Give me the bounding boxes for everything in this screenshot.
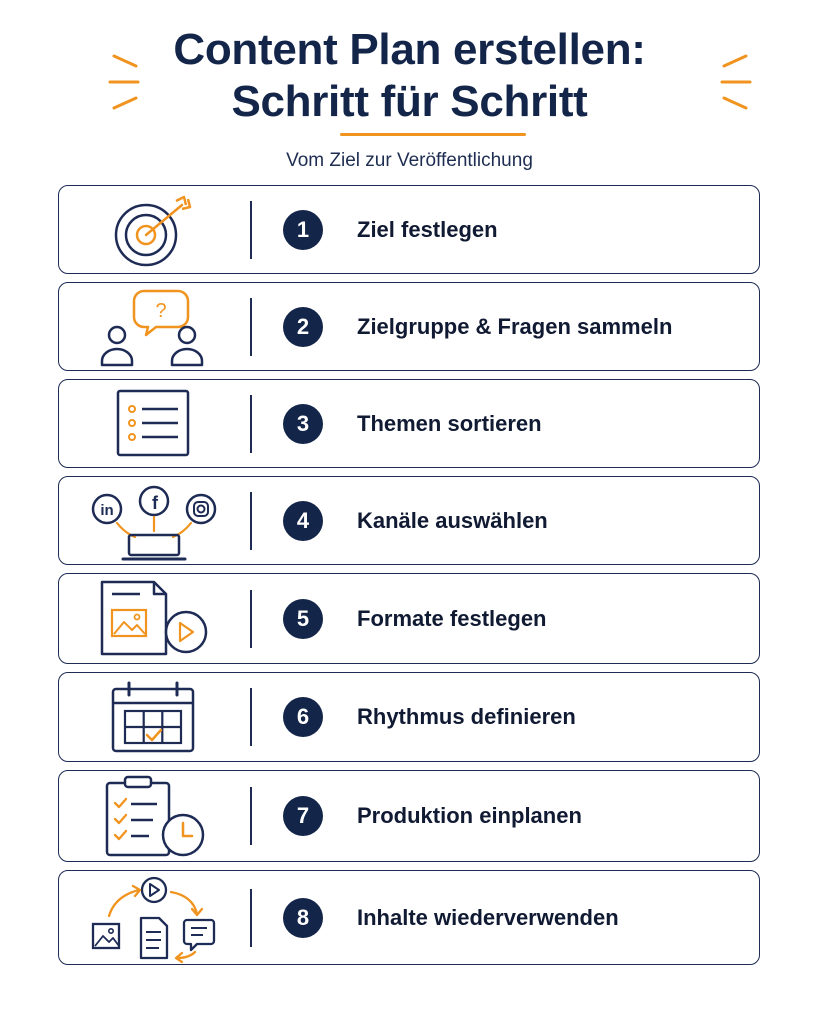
step-6 <box>58 672 760 762</box>
svg-text:in: in <box>100 501 114 519</box>
step-label: Produktion einplanen <box>357 803 582 828</box>
svg-text:f: f <box>152 492 158 513</box>
page-title-line-1: Content Plan erstellen: <box>173 25 646 74</box>
clipboard-clock-icon <box>99 775 209 857</box>
icon-container <box>79 380 229 467</box>
step-3 <box>58 379 760 468</box>
step-number-badge: 4 <box>283 501 323 541</box>
step-8 <box>58 870 760 965</box>
step-4 <box>58 476 760 565</box>
step-label: Zielgruppe & Fragen sammeln <box>357 313 673 339</box>
icon-container <box>79 283 229 370</box>
icon-container <box>79 871 229 964</box>
step-divider <box>250 201 252 259</box>
step-label: Themen sortieren <box>357 410 542 436</box>
page-title-line-2: Schritt für Schritt <box>231 77 588 126</box>
step-number-badge: 2 <box>283 307 323 347</box>
step-divider <box>250 889 252 947</box>
step-number-badge: 6 <box>283 697 323 737</box>
step-divider <box>250 492 252 550</box>
list-icon <box>114 389 194 459</box>
step-number-badge: 7 <box>283 796 323 836</box>
step-number-badge: 5 <box>283 599 323 639</box>
svg-text:?: ? <box>155 299 167 322</box>
step-label: Ziel festlegen <box>357 216 498 242</box>
page-subtitle: Vom Ziel zur Veröffentlichung <box>286 150 533 171</box>
step-divider <box>250 298 252 356</box>
repurpose-cycle-icon <box>89 876 219 960</box>
icon-container <box>79 771 229 861</box>
icon-container <box>79 186 229 273</box>
step-number-badge: 8 <box>283 898 323 938</box>
step-label: Formate festlegen <box>357 605 547 631</box>
icon-container <box>79 574 229 663</box>
audience-question-icon <box>99 287 209 367</box>
social-channels-laptop-icon <box>89 481 219 561</box>
step-label: Inhalte wiederverwenden <box>357 904 619 930</box>
step-label: Kanäle auswählen <box>357 507 548 533</box>
step-divider <box>250 590 252 648</box>
calendar-icon <box>109 681 199 753</box>
step-number-badge: 3 <box>283 404 323 444</box>
step-number-badge: 1 <box>283 210 323 250</box>
step-divider <box>250 688 252 746</box>
step-2 <box>58 282 760 371</box>
icon-container <box>79 477 229 564</box>
step-label: Rhythmus definieren <box>357 704 576 729</box>
document-image-video-icon <box>94 580 214 658</box>
step-7 <box>58 770 760 862</box>
step-1 <box>58 185 760 274</box>
step-5 <box>58 573 760 664</box>
step-divider <box>250 787 252 845</box>
target-arrow-icon <box>104 195 204 265</box>
step-divider <box>250 395 252 453</box>
icon-container <box>79 673 229 761</box>
